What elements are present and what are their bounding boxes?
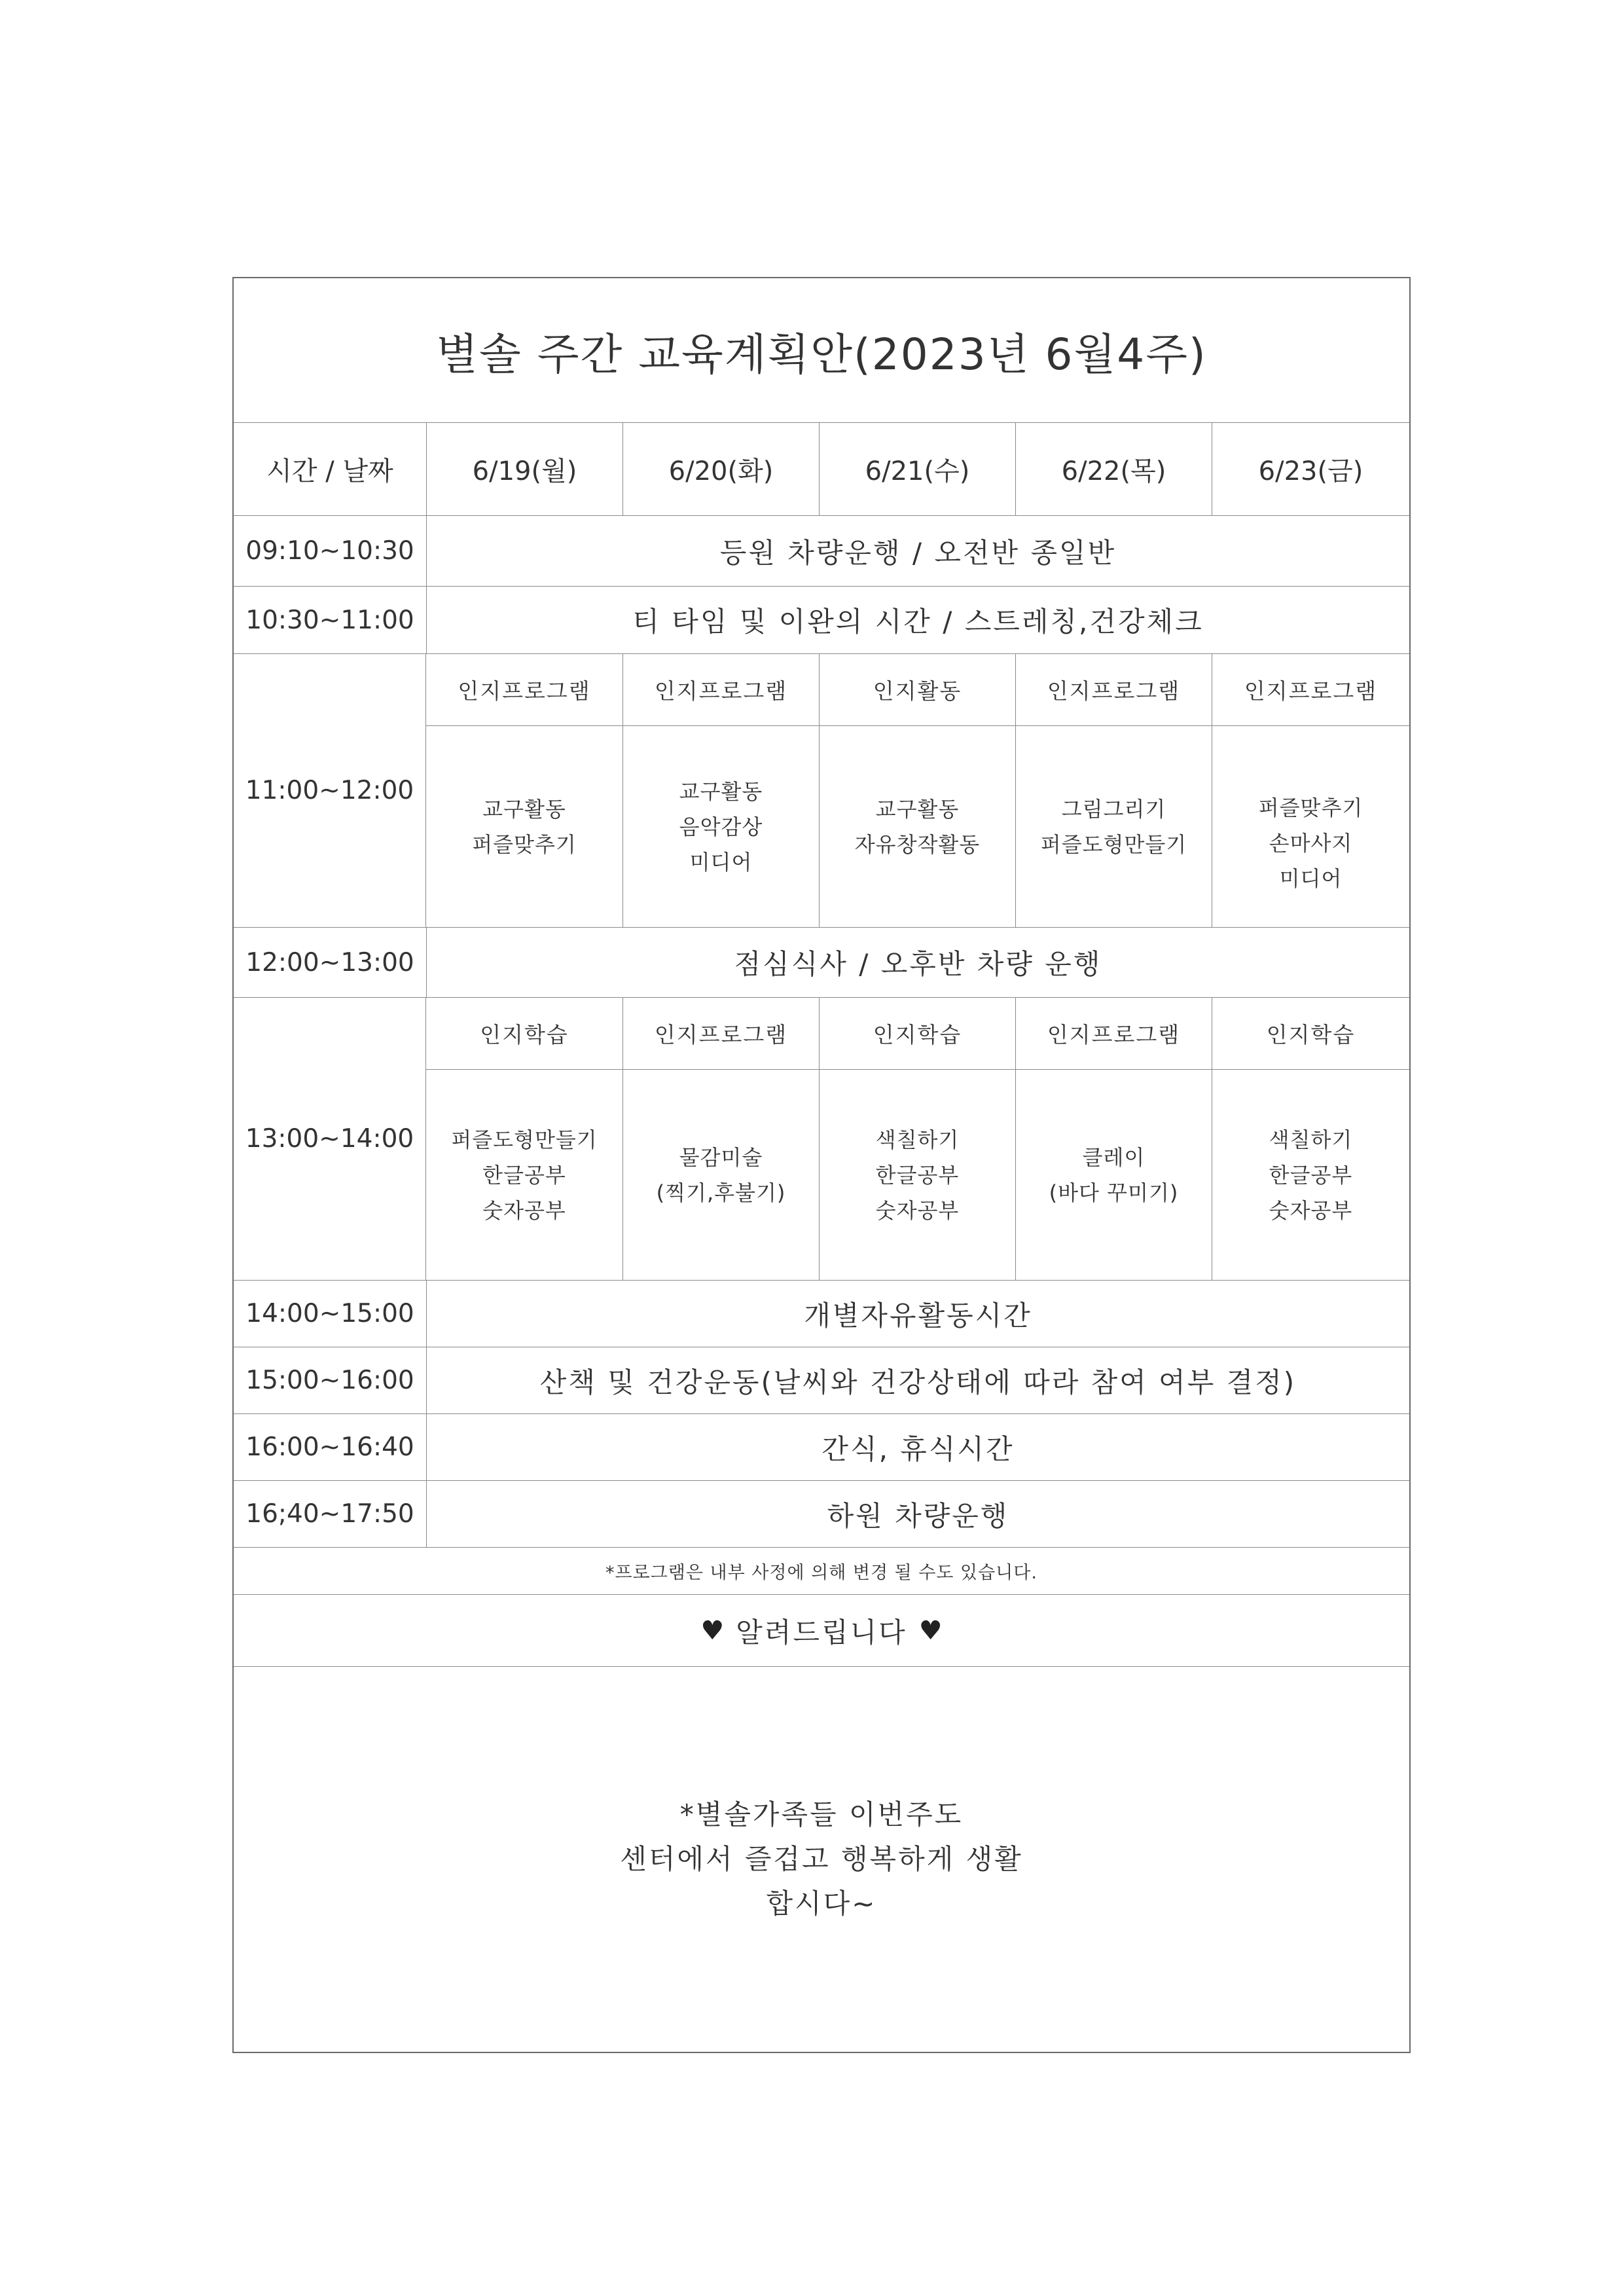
schedule-row-departure: [234, 1481, 1409, 1548]
time-cell-morning: [234, 654, 426, 928]
activity-item: 퍼즐도형만들기: [451, 1127, 598, 1152]
message-line: *별솔가족들 이번주도: [679, 1798, 964, 1831]
schedule-row-tea-time: [234, 587, 1409, 654]
time-label: 11:00~12:00: [245, 776, 414, 805]
activity-list: [679, 774, 763, 880]
activity-item: 음악감상: [679, 814, 763, 839]
weekly-plan-document: [232, 277, 1411, 2053]
activity-item: 퍼즐맞추기: [472, 831, 577, 857]
activity-item: 한글공부: [1269, 1162, 1353, 1188]
header-row: [234, 423, 1409, 516]
notice-title: 알려드립니다: [736, 1616, 907, 1649]
activity-item: (바다 꾸미기): [1049, 1180, 1179, 1205]
activity-item: 교구활동: [482, 796, 566, 822]
activity-item: 교구활동: [875, 796, 960, 822]
program-type: 인지프로그램: [654, 678, 788, 704]
header-time-date-label: 시간 / 날짜: [266, 456, 393, 486]
activity-item: 숫자공부: [875, 1197, 960, 1223]
activity-item: 교구활동: [679, 778, 763, 804]
activity-item: 숫자공부: [1269, 1197, 1353, 1223]
activity-list: [876, 1122, 960, 1228]
day-header-wed: 6/21(수): [865, 456, 970, 486]
time-label: 16;40~17:50: [245, 1499, 414, 1529]
activity-item: 퍼즐도형만들기: [1040, 831, 1187, 857]
schedule-row-lunch: [234, 928, 1409, 998]
activity-list: [1269, 1122, 1353, 1228]
activity-item: 미디어: [1279, 866, 1343, 891]
family-message: [620, 1793, 1023, 1926]
day-header-tue: 6/20(화): [668, 456, 774, 486]
message-row: [234, 1667, 1409, 2052]
program-type: 인지프로그램: [654, 1022, 788, 1048]
page-title: 별솔 주간 교육계획안(2023년 6월4주): [436, 329, 1207, 380]
activity-item: 물감미술: [679, 1144, 763, 1170]
program-type: 인지프로그램: [1244, 678, 1378, 704]
day-header-mon: 6/19(월): [472, 456, 577, 486]
program-type: 인지학습: [1266, 1022, 1356, 1048]
activity-item: 클레이: [1082, 1144, 1146, 1170]
activity-item: 색칠하기: [1269, 1127, 1353, 1152]
activity-item: 한글공부: [875, 1162, 960, 1188]
activity-item: (찍기,후불기): [656, 1180, 786, 1205]
activity-item: 퍼즐맞추기: [1258, 795, 1363, 820]
morning-activity-row: [426, 726, 1409, 928]
activity-item: 미디어: [689, 849, 753, 875]
activity-item: 한글공부: [482, 1162, 566, 1188]
program-type: 인지프로그램: [1047, 678, 1181, 704]
message-line: 합시다~: [766, 1887, 877, 1920]
activity-list: [451, 1122, 597, 1228]
activity-text: 산책 및 건강운동(날씨와 건강상태에 따라 참여 여부 결정): [539, 1366, 1297, 1398]
day-header-fri: 6/23(금): [1258, 456, 1363, 486]
note-row: [234, 1548, 1409, 1595]
schedule-row-arrival: [234, 516, 1409, 587]
time-label: 13:00~14:00: [245, 1124, 414, 1154]
schedule-row-free-activity: [234, 1281, 1409, 1347]
activity-text: 간식, 휴식시간: [821, 1432, 1015, 1465]
activity-text: 등원 차량운행 / 오전반 종일반: [719, 536, 1117, 569]
time-cell-afternoon: [234, 998, 426, 1281]
activity-item: 숫자공부: [482, 1197, 566, 1223]
activity-item: 그림그리기: [1061, 796, 1166, 822]
time-label: 15:00~16:00: [245, 1366, 414, 1395]
time-label: 16:00~16:40: [245, 1432, 414, 1462]
time-label: 09:10~10:30: [245, 536, 414, 566]
afternoon-program-row: [426, 998, 1409, 1070]
message-line: 센터에서 즐겁고 행복하게 생활: [620, 1843, 1023, 1875]
activity-list: [1259, 790, 1363, 896]
activity-list: [1041, 792, 1187, 862]
activity-item: 손마사지: [1269, 830, 1353, 856]
activity-list: [472, 792, 577, 862]
activity-list: [855, 792, 980, 862]
activity-list: [1049, 1140, 1179, 1211]
afternoon-activity-row: [426, 1070, 1409, 1281]
activity-text: 티 타임 및 이완의 시간 / 스트레칭,건강체크: [632, 606, 1204, 638]
notice-row: [234, 1595, 1409, 1667]
title-row: [234, 278, 1409, 423]
schedule-row-walk: [234, 1347, 1409, 1414]
program-type: 인지프로그램: [1047, 1022, 1181, 1048]
morning-program-row: [426, 654, 1409, 726]
schedule-row-snack: [234, 1414, 1409, 1481]
activity-item: 자유창작활동: [854, 831, 981, 857]
program-type: 인지학습: [480, 1022, 569, 1048]
change-note: *프로그램은 내부 사정에 의해 변경 될 수도 있습니다.: [605, 1563, 1038, 1583]
program-type: 인지활동: [873, 678, 962, 704]
time-label: 10:30~11:00: [245, 605, 414, 635]
activity-item: 색칠하기: [875, 1127, 960, 1152]
heart-icon: ♥: [918, 1615, 943, 1646]
program-type: 인지학습: [873, 1022, 962, 1048]
time-label: 14:00~15:00: [245, 1299, 414, 1328]
program-type: 인지프로그램: [458, 678, 591, 704]
activity-text: 개별자유활동시간: [804, 1299, 1032, 1332]
activity-text: 점심식사 / 오후반 차량 운행: [734, 948, 1102, 980]
activity-text: 하원 차량운행: [827, 1499, 1009, 1532]
time-label: 12:00~13:00: [245, 947, 414, 977]
day-header-thu: 6/22(목): [1061, 456, 1166, 486]
heart-icon: ♥: [700, 1615, 725, 1646]
activity-list: [657, 1140, 786, 1211]
